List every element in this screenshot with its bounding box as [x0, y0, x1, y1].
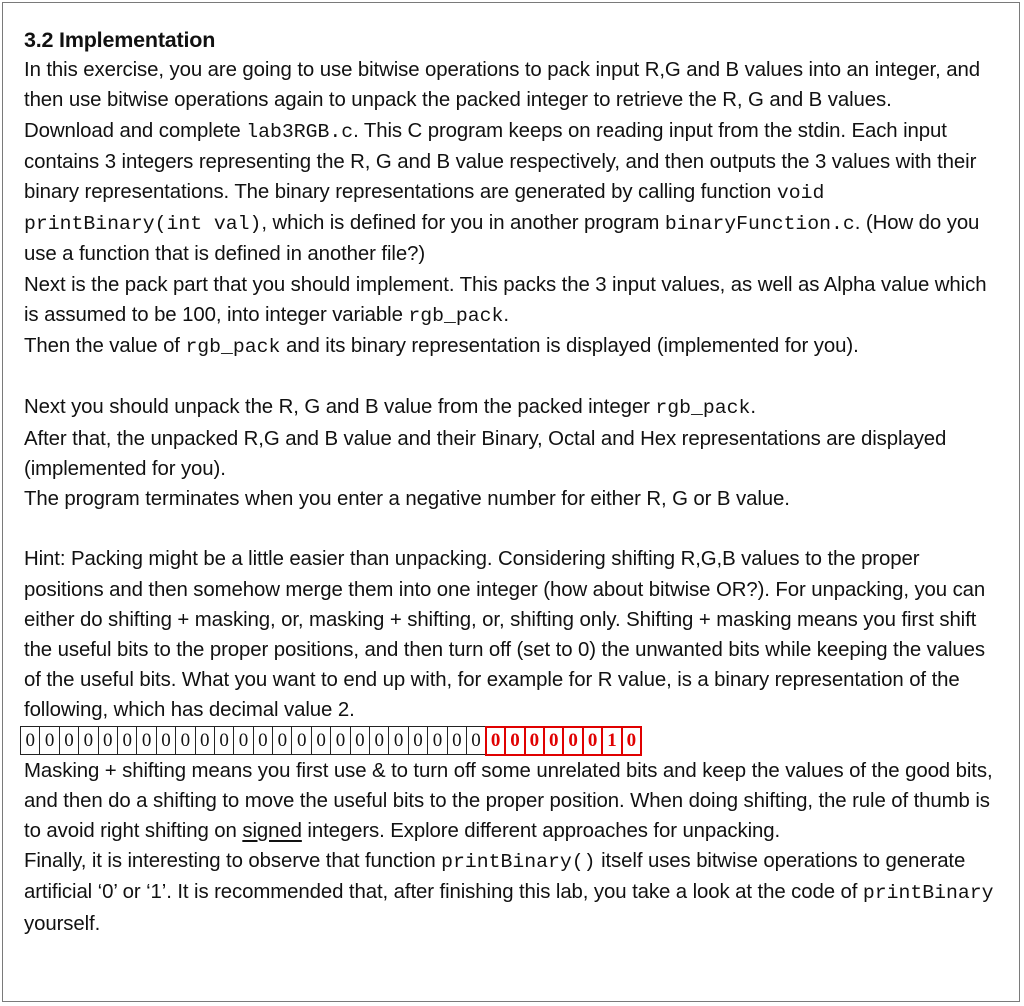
bit-row: [21, 727, 642, 755]
bit-cell: 0: [137, 727, 156, 755]
text-segment: itself uses bitwise operations to generate artificial ‘0’ or ‘1’. It is recommended that, after finishing this lab, you take a look at the code of: [24, 850, 966, 904]
bit-cell: 0: [505, 727, 524, 755]
code-printbinary-signature: void printBinary(int val): [24, 182, 825, 236]
intro-paragraph: In this exercise, you are going to use bitwise operations to pack input R,G and B values into an integer, and then use bitwise operations again to unpack the packed integer to retrieve the R, G and B values.: [24, 59, 980, 112]
text-segment: Next is the pack part that you should implement. This packs the 3 input values, as well as Alpha value which is assumed to be 100, into integer variable: [24, 273, 987, 326]
text-segment: .: [503, 303, 509, 326]
bit-cell: 0: [563, 727, 582, 755]
bit-cell: 0: [21, 727, 40, 755]
bit-cell: 0: [350, 727, 369, 755]
code-lab3rgb: lab3RGB.c: [246, 120, 354, 143]
text-segment: Finally, it is interesting to observe that function: [24, 850, 442, 873]
underlined-signed: signed: [242, 820, 302, 843]
code-rgb-pack: rgb_pack: [655, 397, 751, 420]
text-segment: , which is defined for you in another program: [261, 212, 665, 235]
text-segment: Masking + shifting means you first use & to turn off some unrelated bits and keep the values of the good bits, and then do a shifting to move the useful bits to the proper position. When doing shifting, the rule of thumb is to avoid right shifting on: [24, 759, 993, 843]
bit-cell: 0: [466, 727, 485, 755]
bit-cell: 0: [389, 727, 408, 755]
bit-cell: 0: [273, 727, 292, 755]
text-segment: Then the value of: [24, 335, 186, 358]
text-segment: . This C program keeps on reading input from the stdin. Each input contains 3 integers representing the R, G and B value respectively, and then outputs the 3 values with their binary representations. The binary representations are generated by calling function: [24, 119, 977, 204]
bit-cell: 0: [195, 727, 214, 755]
bit-cell: 0: [214, 727, 233, 755]
display-paragraph: [24, 331, 1004, 362]
bit-cell: 0: [311, 727, 330, 755]
bit-cell: 0: [408, 727, 427, 755]
bit-cell: 0: [79, 727, 98, 755]
document-page: [2, 2, 1020, 1002]
bit-cell: 0: [176, 727, 195, 755]
pack-paragraph: [24, 270, 1004, 331]
bit-cell: 0: [234, 727, 253, 755]
code-binaryfunction: binaryFunction.c: [664, 213, 855, 236]
text-segment: integers. Explore different approaches for unpacking.: [301, 820, 781, 843]
bit-cell: 0: [253, 727, 272, 755]
finally-paragraph: [24, 846, 1004, 939]
bit-cell: 0: [292, 727, 311, 755]
text-segment: Next you should unpack the R, G and B value from the packed integer: [24, 396, 656, 419]
unpack-paragraph: [24, 392, 1004, 423]
bit-cell: 0: [40, 727, 59, 755]
blank-line: [24, 514, 1004, 544]
after-paragraph: After that, the unpacked R,G and B value and their Binary, Octal and Hex representations are displayed (implemented for you).: [24, 427, 947, 480]
bit-cell: 0: [428, 727, 447, 755]
bit-cell: 0: [370, 727, 389, 755]
bit-cell: 0: [98, 727, 117, 755]
bit-cell: 0: [117, 727, 136, 755]
download-paragraph: [24, 116, 1004, 270]
masking-paragraph: [24, 756, 1004, 847]
text-segment: . (How do you use a function that is defined in another file?): [24, 212, 980, 266]
text-segment: Download and complete: [24, 119, 247, 142]
binary-bit-table: [20, 726, 642, 756]
bit-cell: 0: [156, 727, 175, 755]
bit-cell: 0: [59, 727, 78, 755]
bit-cell: 1: [602, 727, 621, 755]
text-segment: yourself.: [24, 912, 101, 935]
hint-paragraph: Hint: Packing might be a little easier than unpacking. Considering shifting R,G,B values to the proper positions and then somehow merge them into one integer (how about bitwise OR?). For unpacking, you can either do shifting + masking, or, masking + shifting, or, shifting only. Shifting + masking means you first shift the useful bits to the proper positions, and then turn off (set to 0) the unwanted bits while keeping the values of the useful bits. What you want to end up with, for example for R value, is a binary representation of the following, which has decimal value 2.: [24, 548, 986, 722]
bit-cell: 0: [544, 727, 563, 755]
code-printbinary-call: printBinary(): [441, 851, 596, 874]
bit-cell: 0: [447, 727, 466, 755]
code-printbinary-name: printBinary: [862, 882, 994, 905]
text-segment: and its binary representation is displayed (implemented for you).: [280, 335, 859, 358]
text-segment: .: [750, 396, 756, 419]
document-content: [24, 25, 1004, 939]
bit-cell: 0: [486, 727, 505, 755]
code-rgb-pack: rgb_pack: [185, 336, 281, 359]
blank-line: [24, 362, 1004, 392]
bit-cell: 0: [525, 727, 544, 755]
code-rgb-pack: rgb_pack: [408, 304, 504, 327]
bit-cell: 0: [331, 727, 350, 755]
bit-cell: 0: [622, 727, 641, 755]
section-heading: 3.2 Implementation: [24, 28, 216, 52]
bit-cell: 0: [583, 727, 602, 755]
terminate-paragraph: The program terminates when you enter a negative number for either R, G or B value.: [24, 488, 790, 511]
